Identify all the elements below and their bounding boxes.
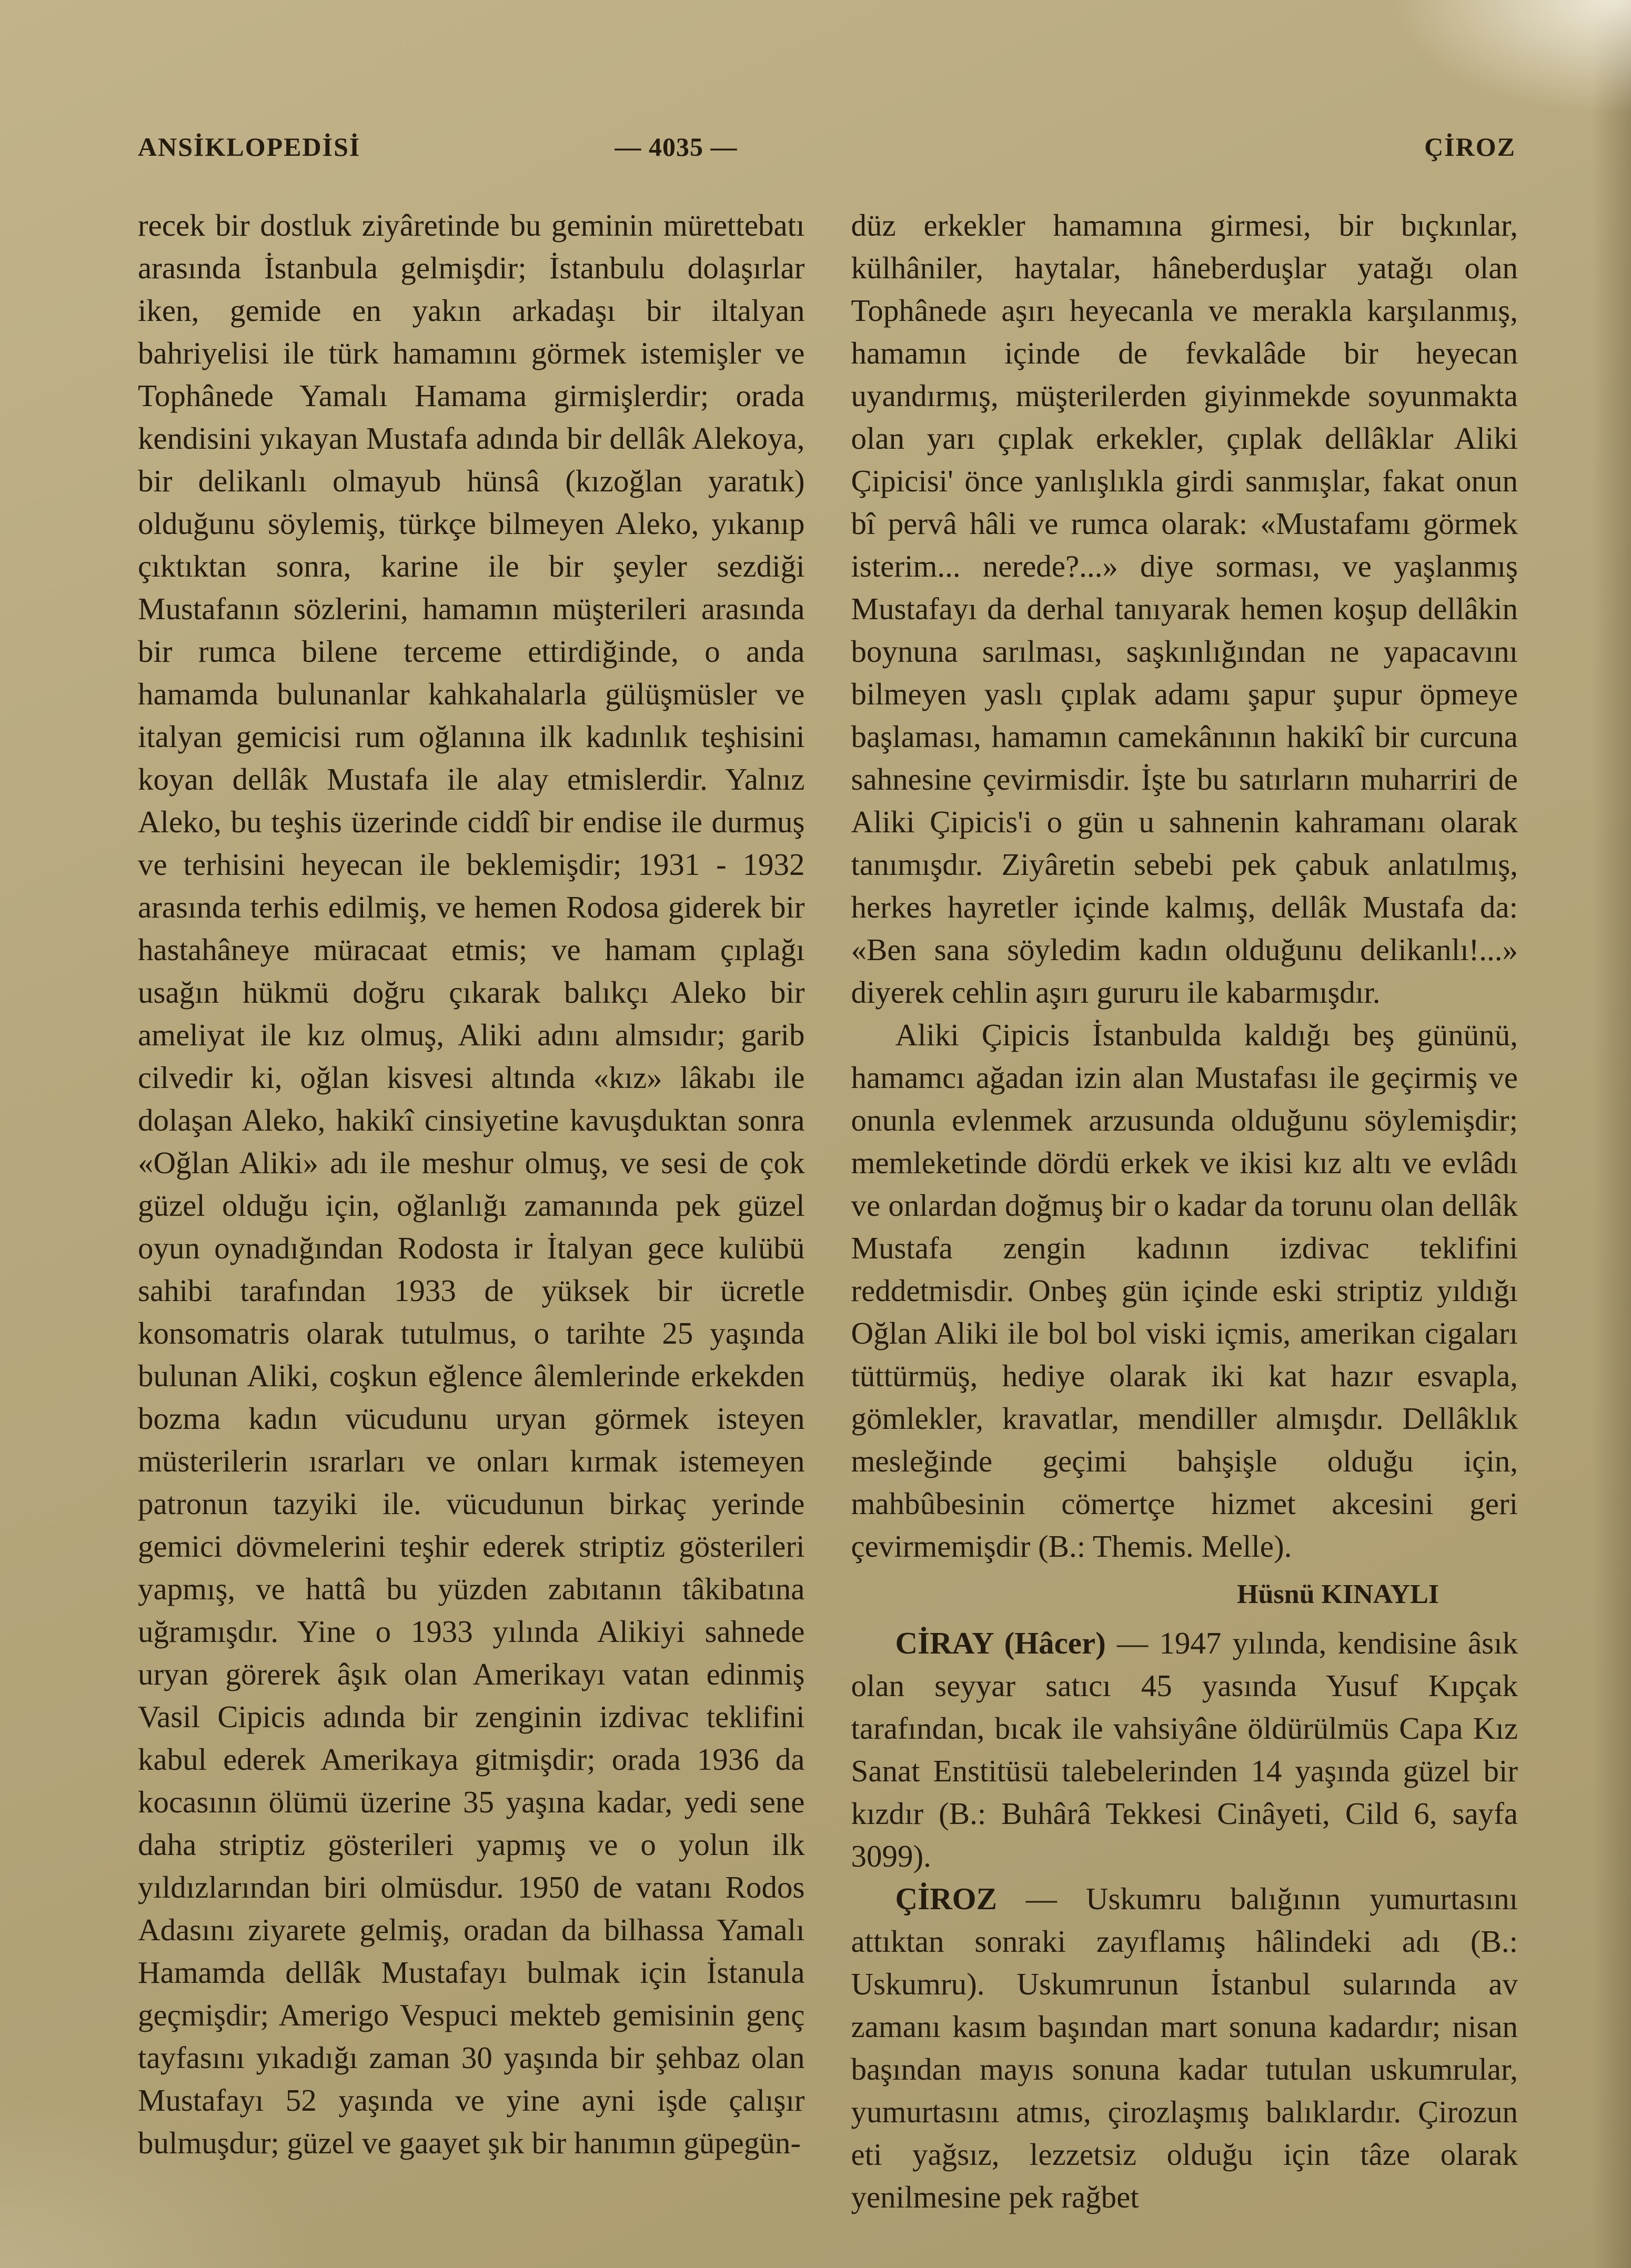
entry-ciray [851, 1622, 1518, 1878]
running-title-right: ÇİROZ [1424, 132, 1516, 162]
page-number: — 4035 — [615, 132, 738, 162]
body-paragraph-continuation: düz erkekler hamamına girmesi, bir bıçkınlar, külhâniler, haytalar, hâneberduşlar yatağı olan Tophânede aşırı heyecanla ve merakla karşılanmış, hamamın içinde de fevkalâde bir heyecan uyandırmış, müşterilerden giyinmekde soyunmakta olan yarı çıplak erkekler, çıplak dellâklar Aliki Çipicisi' önce yanlışlıkla girdi sanmışlar, fakat onun bî pervâ hâli ve rumca olarak: «Mustafamı görmek isterim... nerede?...» diye sorması, ve yaşlanmış Mustafayı da derhal tanıyarak hemen koşup dellâkin boynuna sarılması, saşkınlığından ne yapacavını bilmeyen yaslı çıplak adamı şapur şupur öpmeye başlaması, hamamın camekânının hakikî bir curcuna sahnesine çevirmisdir. İşte bu satırların muharriri de Aliki Çipicis'i o gün u sahnenin kahramanı olarak tanımışdır. Ziyâretin sebebi pek çabuk anlatılmış, herkes hayretler içinde kalmış, dellâk Mustafa da: «Ben sana söyledim kadın olduğunu delikanlı!...» diyerek cehlin aşırı gururu ile kabarmışdır. [851, 208, 1518, 1010]
entry-ciroz-text: — Uskumru balığının yumurtasını attıktan sonraki zayıflamış hâlindeki adı (B.: Uskumru). Uskumrunun İstanbul sularında av zamanı kasım başından mart sonuna kadardır; nisan başından mayıs sonuna kadar tutulan uskumrular, yumurtasını atmıs, çirozlaşmış balıklardır. Çirozun eti yağsız, lezzetsiz olduğu için tâze olarak yenilmesine pek rağbet [851, 1881, 1518, 2214]
entry-ciroz-headword: ÇİROZ [895, 1881, 997, 1916]
left-column [138, 204, 805, 2219]
running-title-left: ANSİKLOPEDİSİ [138, 132, 361, 162]
author-signature: Hüsnü KINAYLI [1237, 1579, 1439, 1609]
body-paragraph: Aliki Çipicis İstanbulda kaldığı beş gününü, hamamcı ağadan izin alan Mustafası ile geçirmiş ve onunla evlenmek arzusunda olduğunu söylemişdir; memleketinde dördü erkek ve ikisi kız altı ve evlâdı ve onlardan doğmuş bir o kadar da torunu olan dellâk Mustafa zengin kadının izdivac teklifini reddetmisdir. Onbeş gün içinde eski striptiz yıldığı Oğlan Aliki ile bol bol viski içmis, amerikan cigaları tüttürmüş, hediye olarak iki kat hazır esvapla, gömlekler, kravatlar, mendiller almışdır. Dellâklık mesleğinde geçimi bahşişle olduğu için, mahbûbesinin cömertçe hizmet akcesini geri çevirmemişdir (B.: Themis. Melle). [851, 1017, 1518, 1564]
two-column-text-block [138, 204, 1518, 2219]
entry-ciray-text: — 1947 yılında, kendisine âsık olan seyyar satıcı 45 yasında Yusuf Kıpçak tarafından, bıcak ile vahsiyâne öldürülmüs Capa Kız Sanat Enstitüsü talebelerinden 14 yaşında güzel bir kızdır (B.: Buhârâ Tekkesi Cinâyeti, Cild 6, sayfa 3099). [851, 1626, 1518, 1873]
right-column [851, 204, 1518, 2219]
page-header [138, 132, 1518, 169]
body-paragraph-continuation: recek bir dostluk ziyâretinde bu geminin mürettebatı arasında İstanbula gelmişdir; İstanbulu dolaşırlar iken, gemide en yakın arkadaşı bir iltalyan bahriyelisi ile türk hamamını görmek istemişler ve Tophânede Yamalı Hamama girmişlerdir; orada kendisini yıkayan Mustafa adında bir dellâk Alekoya, bir delikanlı olmayub hünsâ (kızoğlan yaratık) olduğunu söylemiş, türkçe bilmeyen Aleko, yıkanıp çıktıktan sonra, karine ile bir şeyler sezdiği Mustafanın sözlerini, hamamın müşterileri arasında bir rumca bilene terceme ettirdiğinde, o anda hamamda bulunanlar kahkahalarla gülüşmüsler ve italyan gemicisi rum oğlanına ilk kadınlık teşhisini koyan dellâk Mustafa ile alay etmislerdir. Yalnız Aleko, bu teşhis üzerinde ciddî bir endise ile durmuş ve terhisini heyecan ile beklemişdir; 1931 - 1932 arasında terhis edilmiş, ve hemen Rodosa giderek bir hastahâneye müracaat etmis; ve hamam çıplağı usağın hükmü doğru çıkarak balıkçı Aleko bir ameliyat ile kız olmuş, Aliki adını almsıdır; garib cilvedir ki, oğlan kisvesi altında «kız» lâkabı ile dolaşan Aleko, hakikî cinsiyetine kavuşduktan sonra «Oğlan Aliki» adı ile meshur olmuş, ve sesi de çok güzel olduğu için, oğlanlığı zamanında pek güzel oyun oynadığından Rodosta ir İtalyan gece kulübü sahibi tarafından 1933 de yüksek bir ücretle konsomatris olarak tutulmus, o tarihte 25 yaşında bulunan Aliki, coşkun eğlence âlemlerinde erkekden bozma kadın vücudunu uryan görmek isteyen müsterilerin ısrarları ve onları kırmak istemeyen patronun tazyiki ile. vücudunun birkaç yerinde gemici dövmelerini teşhir ederek striptiz gösterileri yapmış, ve hattâ bu yüzden zabıtanın tâkibatına uğramışdır. Yine o 1933 yılında Alikiyi sahnede uryan görerek âşık olan Amerikayı vatan edinmiş Vasil Cipicis adında bir zenginin izdivac teklifini kabul ederek Amerikaya gitmişdir; orada 1936 da kocasının ölümü üzerine 35 yaşına kadar, yedi sene daha striptiz gösterileri yapmış ve o yolun ilk yıldızlarından biri olmüsdur. 1950 de vatanı Rodos Adasını ziyarete gelmiş, oradan da bilhassa Yamalı Hamamda dellâk Mustafayı bulmak için İstanula geçmişdir; Amerigo Vespuci mekteb gemisinin genç tayfasını yıkadığı zaman 30 yaşında bir şehbaz olan Mustafayı 52 yaşında ve yine ayni işde çalışır bulmuşdur; güzel ve gaayet şık bir hanımın güpegün- [138, 208, 805, 2160]
entry-ciray-headword: CİRAY (Hâcer) [895, 1626, 1106, 1660]
entry-ciroz [851, 1878, 1518, 2219]
